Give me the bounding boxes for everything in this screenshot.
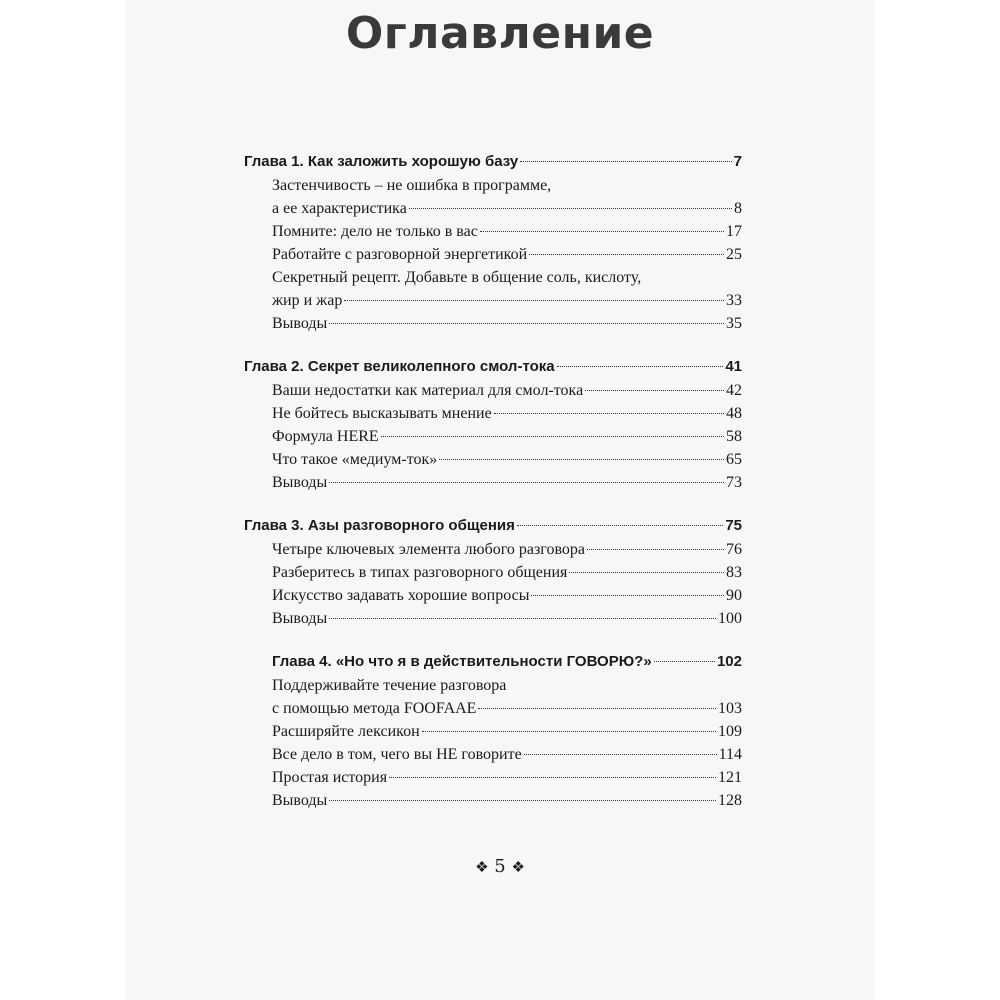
page-footer <box>126 856 874 877</box>
dot-leader <box>381 436 724 437</box>
page-number: 100 <box>718 610 742 627</box>
page-number: 102 <box>716 653 742 670</box>
entry-title: Выводы <box>272 474 328 491</box>
page-number: 33 <box>726 292 742 309</box>
toc-entry[interactable] <box>244 425 742 448</box>
page-number: 42 <box>726 382 742 399</box>
ornament-icon: ❖ <box>511 858 525 876</box>
dot-leader <box>557 366 724 367</box>
page-number: 48 <box>726 405 742 422</box>
ornament-icon: ❖ <box>475 858 489 876</box>
chapter-2 <box>244 355 742 494</box>
toc-entry[interactable] <box>244 312 742 335</box>
page-number: 17 <box>726 223 742 240</box>
toc-entry[interactable] <box>244 289 742 312</box>
table-of-contents <box>244 150 742 832</box>
dot-leader <box>439 459 724 460</box>
toc-entry[interactable] <box>244 379 742 402</box>
entry-title: Простая история <box>272 769 388 786</box>
page-number: 8 <box>734 200 742 217</box>
toc-entry[interactable] <box>244 197 742 220</box>
page-number: 73 <box>726 474 742 491</box>
entry-title: Ваши недостатки как материал для смол-тока <box>272 382 584 399</box>
toc-entry[interactable] <box>244 720 742 743</box>
entry-title: жир и жар <box>272 292 343 309</box>
dot-leader <box>480 231 724 232</box>
dot-leader <box>520 161 731 162</box>
toc-entry[interactable] <box>244 607 742 630</box>
entry-title: Что такое «медиум-ток» <box>272 451 438 468</box>
toc-entry[interactable] <box>244 243 742 266</box>
chapter-heading[interactable] <box>244 514 742 538</box>
dot-leader <box>587 549 724 550</box>
dot-leader <box>329 800 716 801</box>
dot-leader <box>329 618 716 619</box>
entry-title: Выводы <box>272 792 328 809</box>
page-number: 58 <box>726 428 742 445</box>
toc-entry[interactable] <box>244 220 742 243</box>
page-number: 41 <box>725 358 742 375</box>
toc-entry[interactable] <box>244 766 742 789</box>
dot-leader <box>494 413 724 414</box>
dot-leader <box>344 300 724 301</box>
page-number: 35 <box>726 315 742 332</box>
entry-title: Выводы <box>272 610 328 627</box>
entry-title: Искусство задавать хорошие вопросы <box>272 587 530 604</box>
entry-title-line: Поддерживайте течение разговора <box>272 677 507 694</box>
entry-title: а ее характеристика <box>272 200 407 217</box>
chapter-title: Глава 4. «Но что я в действительности ГОВОРЮ?» <box>272 653 652 670</box>
entry-title: Расширяйте лексикон <box>272 723 420 740</box>
dot-leader <box>529 254 724 255</box>
dot-leader <box>531 595 724 596</box>
chapter-title: Глава 3. Азы разговорного общения <box>244 517 515 534</box>
toc-entry[interactable] <box>244 448 742 471</box>
entry-title: Формула HERE <box>272 428 379 445</box>
dot-leader <box>517 525 723 526</box>
toc-entry[interactable] <box>244 584 742 607</box>
entry-title-line: Секретный рецепт. Добавьте в общение соль, кислоту, <box>272 269 642 286</box>
page-number: 103 <box>718 700 742 717</box>
chapter-heading[interactable] <box>244 650 742 674</box>
dot-leader <box>478 708 716 709</box>
dot-leader <box>422 731 716 732</box>
page-number: 121 <box>718 769 742 786</box>
dot-leader <box>585 390 724 391</box>
page-number: 65 <box>726 451 742 468</box>
toc-entry-line <box>244 174 742 197</box>
toc-entry[interactable] <box>244 538 742 561</box>
page-number: 83 <box>726 564 742 581</box>
book-page <box>126 0 874 1000</box>
toc-entry-line <box>244 266 742 289</box>
page-number: 128 <box>718 792 742 809</box>
page-number: 7 <box>733 153 742 170</box>
entry-title: Разберитесь в типах разговорного общения <box>272 564 568 581</box>
toc-entry[interactable] <box>244 789 742 812</box>
page-number: 25 <box>726 246 742 263</box>
chapter-title: Глава 1. Как заложить хорошую базу <box>244 153 519 170</box>
entry-title: Все дело в том, чего вы НЕ говорите <box>272 746 522 763</box>
chapter-1 <box>244 150 742 335</box>
page-number: 90 <box>726 587 742 604</box>
entry-title: с помощью метода FOOFAAE <box>272 700 477 717</box>
toc-entry[interactable] <box>244 561 742 584</box>
chapter-heading[interactable] <box>244 150 742 174</box>
dot-leader <box>524 754 717 755</box>
folio-number: 5 <box>494 856 506 877</box>
dot-leader <box>329 323 724 324</box>
chapter-3 <box>244 514 742 630</box>
toc-entry[interactable] <box>244 471 742 494</box>
entry-title: Выводы <box>272 315 328 332</box>
entry-title: Четыре ключевых элемента любого разговора <box>272 541 586 558</box>
chapter-heading[interactable] <box>244 355 742 379</box>
chapter-title: Глава 2. Секрет великолепного смол-тока <box>244 358 555 375</box>
entry-title-line: Застенчивость – не ошибка в программе, <box>272 177 552 194</box>
page-number: 114 <box>718 746 742 763</box>
page-number: 75 <box>725 517 742 534</box>
entry-title: Работайте с разговорной энергетикой <box>272 246 528 263</box>
toc-entry[interactable] <box>244 697 742 720</box>
entry-title: Не бойтесь высказывать мнение <box>272 405 492 422</box>
page-title: Оглавление <box>345 8 655 59</box>
dot-leader <box>389 777 716 778</box>
dot-leader <box>329 482 724 483</box>
page-number: 76 <box>726 541 742 558</box>
entry-title: Помните: дело не только в вас <box>272 223 478 240</box>
toc-entry[interactable] <box>244 743 742 766</box>
dot-leader <box>409 208 732 209</box>
toc-entry-line <box>244 674 742 697</box>
dot-leader <box>654 661 715 662</box>
chapter-4 <box>244 650 742 812</box>
page-number: 109 <box>718 723 742 740</box>
toc-entry[interactable] <box>244 402 742 425</box>
dot-leader <box>569 572 724 573</box>
